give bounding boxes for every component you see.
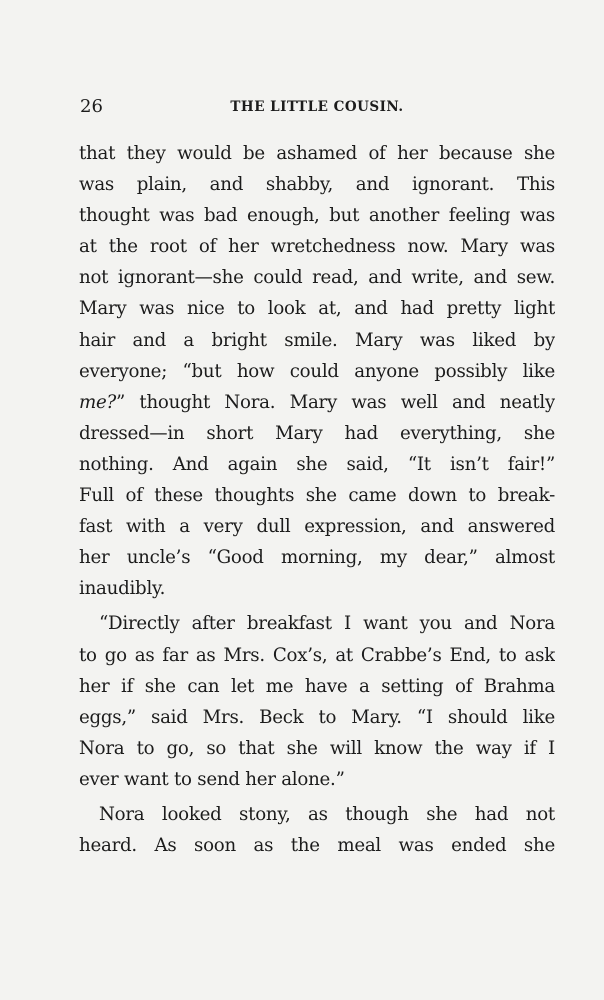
running-head — [80, 94, 554, 120]
running-title: THE LITTLE COUSIN. — [230, 99, 404, 115]
text-line: nothing. And again she said, “It isn’t fair!” — [79, 453, 555, 475]
text-line — [79, 387, 555, 418]
text-line: at the root of her wretchedness now. Mary was — [79, 236, 555, 258]
text-line: her if she can let me have a setting of Brahma — [79, 675, 555, 697]
text-line: was plain, and shabby, and ignorant. This — [79, 174, 555, 196]
text-line: ever want to send her alone.” — [79, 768, 345, 790]
italic-word: me? — [79, 391, 117, 413]
text-line: fast with a very dull expression, and answered — [79, 516, 555, 538]
body-text — [79, 138, 555, 861]
text-line: Full of these thoughts she came down to break- — [79, 485, 555, 507]
text-line: Nora looked stony, as though she had not — [99, 803, 555, 825]
text-line: her uncle’s “Good morning, my dear,” almost — [79, 547, 555, 569]
text-line: to go as far as Mrs. Cox’s, at Crabbe’s End, to ask — [79, 644, 555, 666]
page-number: 26 — [80, 96, 103, 117]
text-line: dressed—in short Mary had everything, she — [79, 422, 555, 444]
text-line: Nora to go, so that she will know the way if I — [79, 737, 555, 759]
text-line-rest: ” thought Nora. Mary was well and neatly — [116, 391, 555, 413]
text-line: inaudibly. — [79, 578, 166, 600]
text-line: “Directly after breakfast I want you and Nora — [99, 613, 555, 635]
text-line: everyone; “but how could anyone possibly like — [79, 360, 555, 382]
text-line: thought was bad enough, but another feeling was — [79, 205, 555, 227]
text-line: Mary was nice to look at, and had pretty light — [79, 298, 555, 320]
text-line: heard. As soon as the meal was ended she — [79, 835, 555, 857]
text-line: not ignorant—she could read, and write, and sew. — [79, 267, 555, 289]
text-line: that they would be ashamed of her because she — [79, 143, 555, 164]
text-line: hair and a bright smile. Mary was liked by — [79, 329, 555, 351]
text-line: eggs,” said Mrs. Beck to Mary. “I should like — [79, 706, 555, 728]
